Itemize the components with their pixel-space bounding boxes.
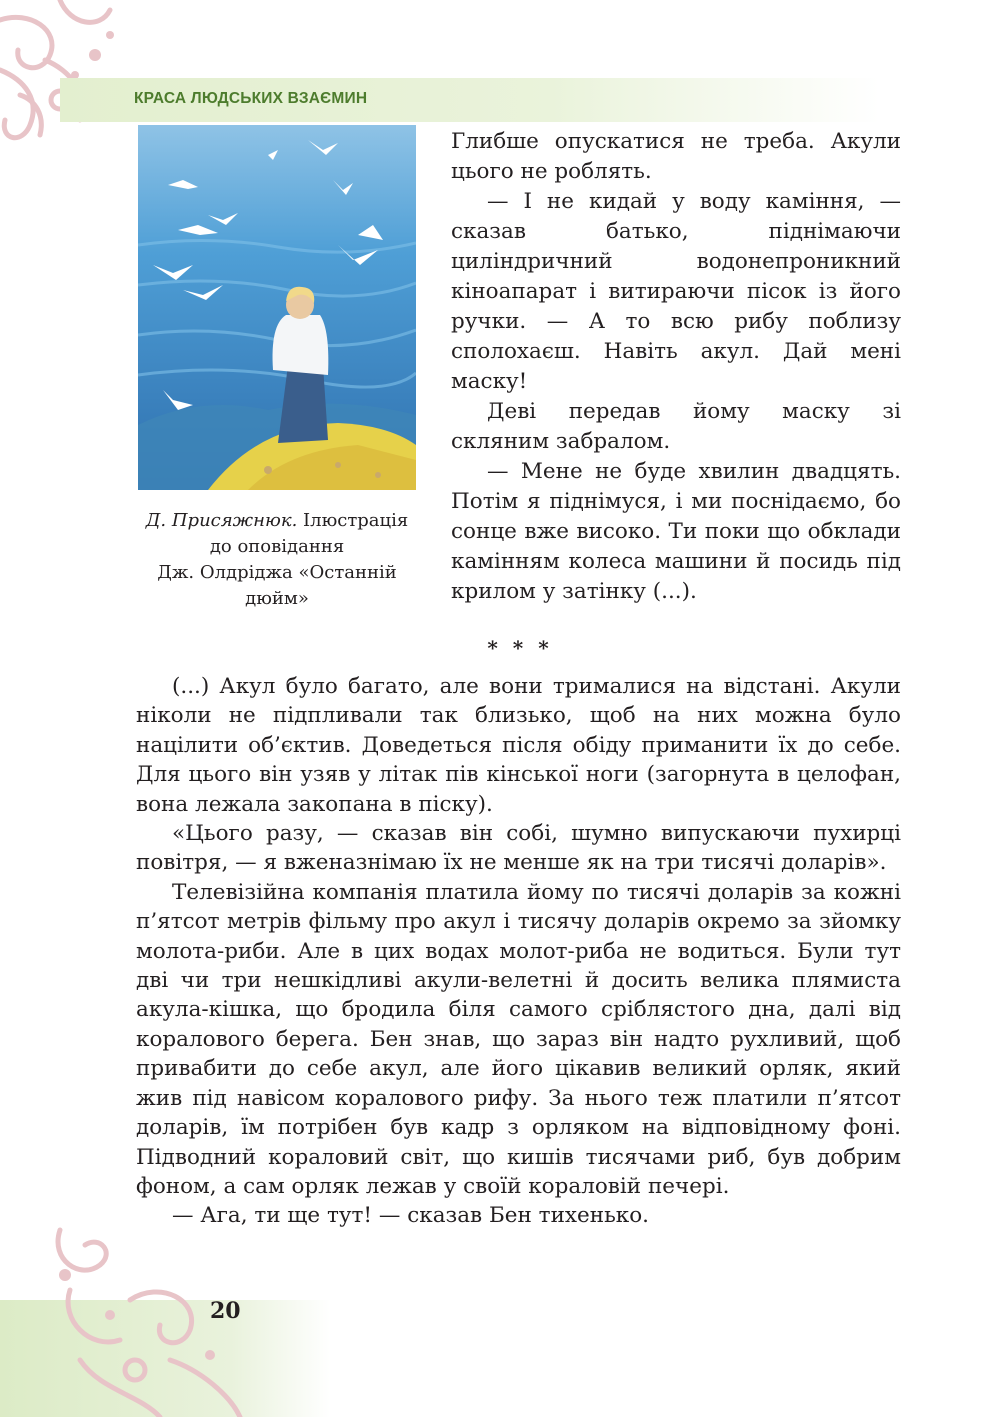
illustration-caption [112, 508, 442, 612]
illustration-boy-seagulls [138, 125, 416, 490]
paragraph: — І не кидай у воду каміння, — сказав батько, піднімаючи циліндричний водонепроникний кіноапарат і витираючи пісок із його ручки. — А то всю рибу поблизу сполохаєш. Навіть акул. Дай мені маску! [451, 189, 901, 394]
paragraph: (...) Акул було багато, але вони трималися на відстані. Акули ніколи не підпливали так близько, щоб на них можна було націлити об’єктив. Доведеться після обіду приманити їх до себе. Для цього він узяв у літак пів кінської ноги (загорнута в целофан, вона лежала закопана в піску). [136, 674, 901, 817]
paragraph: «Цього разу, — сказав він собі, шумно випускаючи пухирці повітря, — я вженазнімаю їх не менше як на три тисячі доларів». [136, 821, 901, 876]
caption-line-1: Ілюстрація [297, 510, 409, 531]
running-header: КРАСА ЛЮДСЬКИХ ВЗАЄМИН [134, 90, 368, 107]
caption-line-4: дюйм» [245, 588, 309, 609]
section-separator: * * * [487, 636, 553, 660]
paragraph: — Ага, ти ще тут! — сказав Бен тихенько. [172, 1203, 650, 1229]
top-ornament [0, 0, 140, 150]
page-number: 20 [210, 1298, 241, 1324]
paragraph: — Мене не буде хвилин двадцять. Потім я піднімуся, і ми поснідаємо, бо сонце вже високо. Ти поки що обклади камінням колеса машини й посидь під крилом у затінку (...). [451, 459, 901, 604]
paragraph: Телевізійна компанія платила йому по тисячі доларів за кожні п’ятсот метрів фільму про акул і тисячу доларів окремо за зйомку молота-риби. Але в цих водах молот-риба не водиться. Були тут дві чи три нешкідливі акули-велетні й досить велика плямиста акула-кішка, що бродила біля самого сріблястого дна, далі від коралового берега. Бен знав, що зараз він надто рухливий, щоб привабити до себе акул, але його цікавив великий орляк, який жив під навісом коралового рифу. За нього теж платили п’ятсот доларів, їм потрібен був кадр з орляком на відповідному фоні. Підводний кораловий світ, що кишів тисячами риб, був добрим фоном, а сам орляк лежав у своїй кораловій печері. [136, 879, 901, 1199]
caption-author: Д. Присяжнюк. [145, 510, 298, 531]
paragraph: Деві передав йому маску зі скляним забралом. [451, 399, 901, 454]
right-column-text [451, 127, 901, 607]
paragraph: Глибше опускатися не треба. Акули цього не роблять. [451, 129, 901, 184]
caption-line-2: до оповідання [209, 536, 345, 557]
main-body-text [136, 672, 901, 1231]
caption-line-3: Дж. Олдріджа «Останній [157, 562, 397, 583]
